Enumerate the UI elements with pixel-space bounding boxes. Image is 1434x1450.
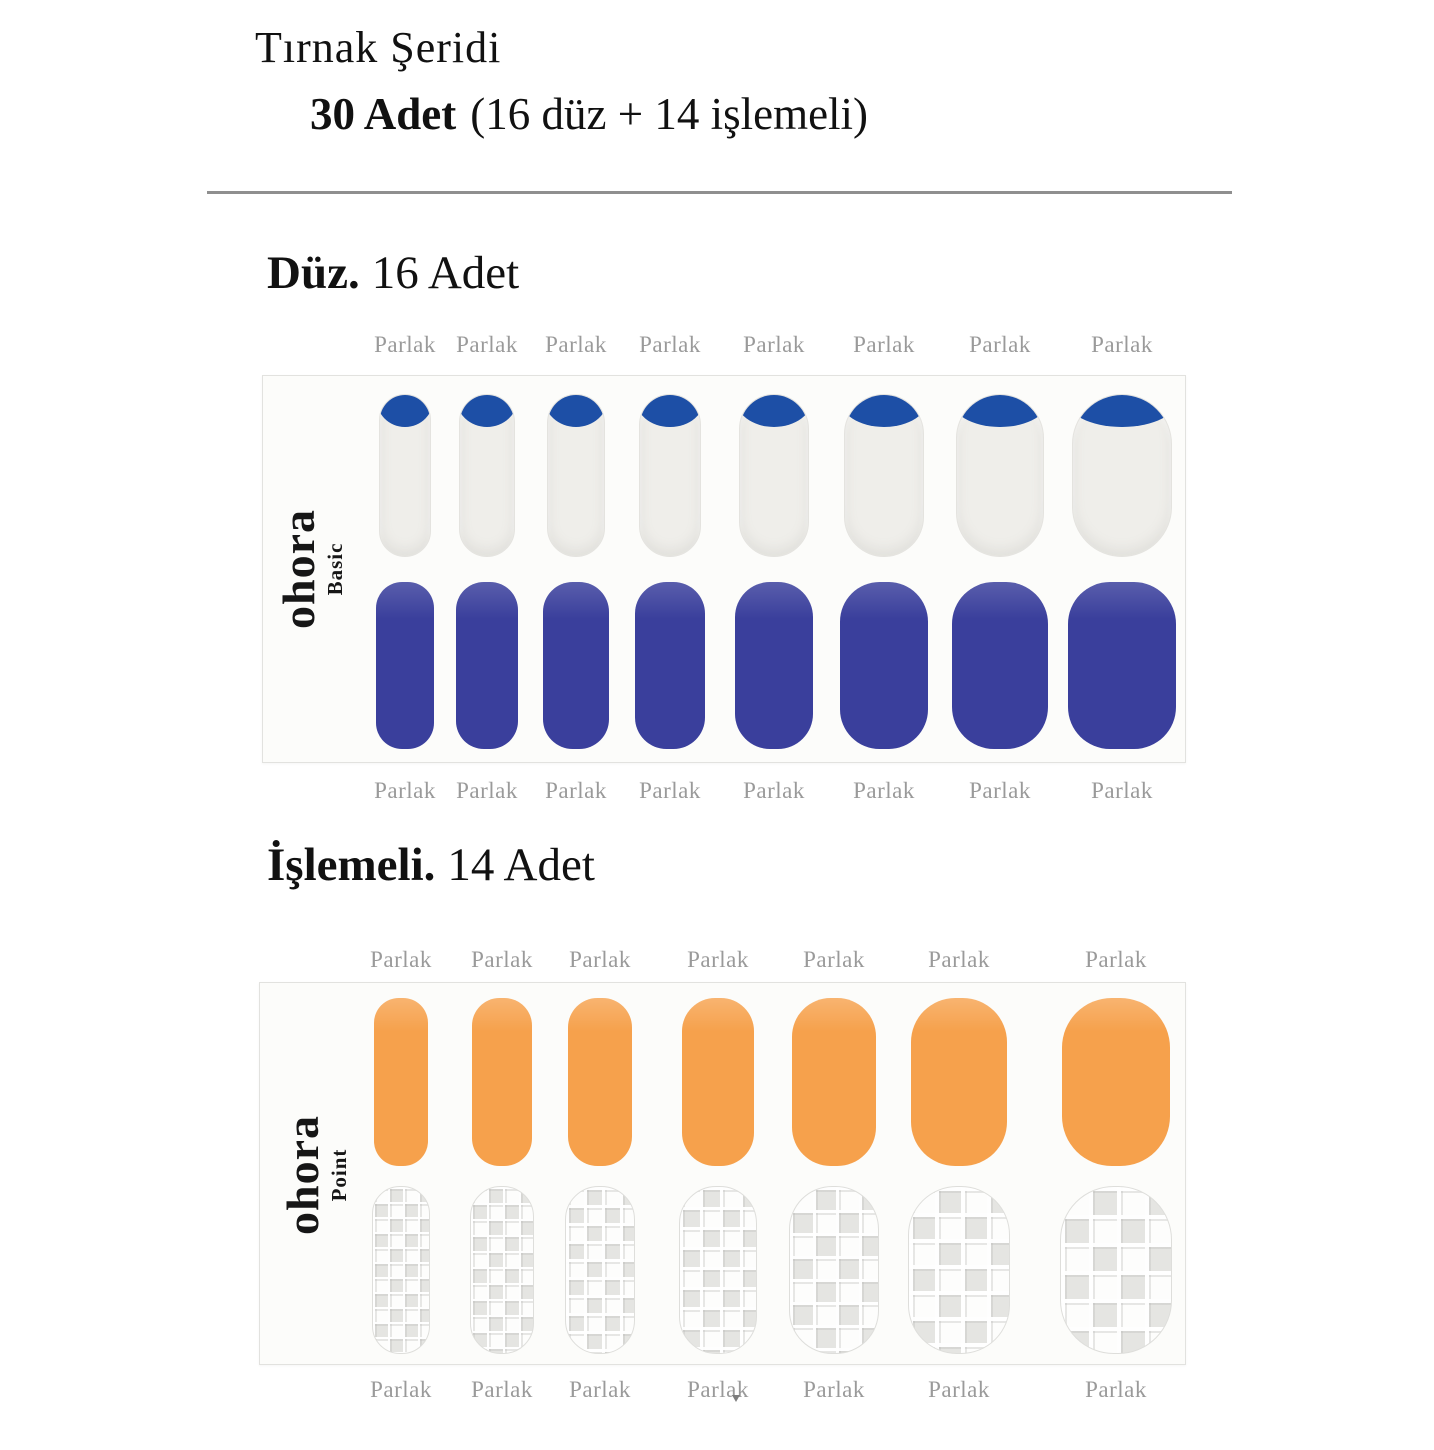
section-heading-duz-label: Düz. (267, 247, 360, 299)
nail-strip-blue (840, 582, 928, 749)
finish-label: Parlak (639, 332, 701, 357)
piece-count-breakdown: (16 düz + 14 işlemeli) (470, 89, 869, 139)
finish-label: Parlak (687, 1377, 749, 1402)
nail-strip-blue (1068, 582, 1176, 749)
nail-strip-whitecap (547, 394, 605, 557)
finish-label: Parlak (1085, 947, 1147, 972)
nail-strip-whitecap (639, 394, 701, 557)
brand-collection-text: Basic (323, 542, 347, 596)
nail-strip-orange (374, 998, 428, 1166)
basic-swatch-section (262, 330, 1186, 810)
finish-label: Parlak (370, 947, 432, 972)
nail-strip-orange (472, 998, 532, 1166)
nail-strip-whitecap (956, 394, 1044, 557)
nail-strip-blue (952, 582, 1048, 749)
nail-strip-orange (682, 998, 754, 1166)
finish-label: Parlak (1091, 332, 1153, 357)
blue-tip (639, 394, 701, 427)
finish-label: Parlak (743, 778, 805, 803)
nail-strip-whitecap (844, 394, 924, 557)
finish-label: Parlak (928, 947, 990, 972)
finish-label: Parlak (545, 778, 607, 803)
finish-label: Parlak (803, 947, 865, 972)
nail-strip-orange (1062, 998, 1170, 1166)
blue-tip (379, 394, 431, 427)
finish-label: Parlak (853, 332, 915, 357)
nail-strip-blue (456, 582, 518, 749)
nail-strip-checker (679, 1186, 757, 1354)
nail-strip-checker (789, 1186, 879, 1354)
nail-strip-checker (908, 1186, 1010, 1354)
finish-label: Parlak (639, 778, 701, 803)
finish-label: Parlak (471, 1377, 533, 1402)
nail-strip-checker (470, 1186, 534, 1354)
finish-label: Parlak (471, 947, 533, 972)
blue-tip (956, 394, 1044, 427)
nail-strip-whitecap (1072, 394, 1172, 557)
finish-label: Parlak (456, 778, 518, 803)
finish-label: Parlak (374, 778, 436, 803)
nail-strip-orange (792, 998, 876, 1166)
finish-label: Parlak (1091, 778, 1153, 803)
finish-label: Parlak (456, 332, 518, 357)
finish-label: Parlak (803, 1377, 865, 1402)
blue-tip (459, 394, 515, 427)
piece-count-line (310, 88, 868, 140)
blue-tip (1072, 394, 1172, 427)
nail-strip-blue (635, 582, 705, 749)
nail-strip-blue (376, 582, 434, 749)
nail-strip-checker (372, 1186, 430, 1354)
brand-collection-text: Point (327, 1148, 351, 1202)
finish-label: Parlak (743, 332, 805, 357)
section-heading-islemeli-label: İşlemeli. (267, 839, 436, 891)
finish-label: Parlak (569, 947, 631, 972)
piece-count-total: 30 Adet (310, 89, 457, 139)
finish-label: Parlak (853, 778, 915, 803)
finish-label: Parlak (569, 1377, 631, 1402)
nail-strip-orange (568, 998, 632, 1166)
nail-strip-checker (1060, 1186, 1172, 1354)
text-cursor-artifact-icon (732, 1395, 740, 1402)
finish-label: Parlak (969, 778, 1031, 803)
section-heading-duz-count: 16 Adet (371, 247, 520, 299)
nail-strip-blue (735, 582, 813, 749)
brand-logo-text: ohora (277, 1115, 328, 1235)
blue-tip (739, 394, 809, 427)
nail-strip-blue (543, 582, 609, 749)
basic-nail-columns (262, 330, 1186, 810)
divider-line (207, 191, 1232, 194)
nail-strip-whitecap (379, 394, 431, 557)
finish-label: Parlak (1085, 1377, 1147, 1402)
nail-strip-checker (565, 1186, 635, 1354)
page-title: Tırnak Şeridi (255, 23, 502, 72)
section-heading-islemeli (267, 838, 595, 892)
point-swatch-section (259, 945, 1186, 1410)
blue-tip (844, 394, 924, 427)
blue-tip (547, 394, 605, 427)
finish-label: Parlak (370, 1377, 432, 1402)
finish-label: Parlak (545, 332, 607, 357)
section-heading-duz (267, 246, 519, 300)
nail-strip-whitecap (739, 394, 809, 557)
finish-label: Parlak (374, 332, 436, 357)
finish-label: Parlak (969, 332, 1031, 357)
point-nail-columns (259, 945, 1186, 1410)
nail-strip-whitecap (459, 394, 515, 557)
brand-logo-text: ohora (273, 509, 324, 629)
finish-label: Parlak (928, 1377, 990, 1402)
section-heading-islemeli-count: 14 Adet (447, 839, 595, 891)
nail-strip-orange (911, 998, 1007, 1166)
finish-label: Parlak (687, 947, 749, 972)
